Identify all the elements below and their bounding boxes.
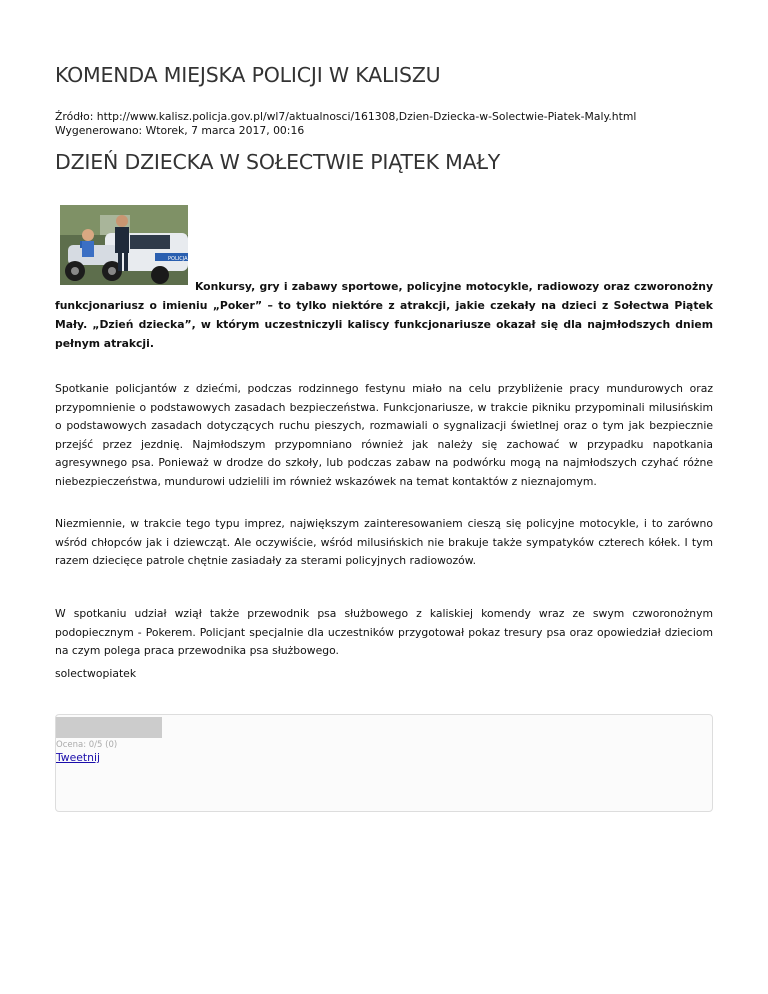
lead-text: Konkursy, gry i zabawy sportowe, policyjne motocykle, radiowozy oraz czworonożny funkcjonariusz o imieniu „Poker” – to tylko niektóre z atrakcji, jakie czekały na dzieci z Sołectwa Piątek Mały. „Dzień dziecka”, w którym uczestniczyli kaliscy funkcjonariusze okazał się dla najmłodszych dniem pełnym atrakcji. (55, 280, 713, 350)
article-lead (55, 277, 713, 353)
article-paragraph-1: Spotkanie policjantów z dziećmi, podczas rodzinnego festynu miało na celu przybliżenie pracy mundurowych oraz przypomnienie o podstawowych zasadach bezpieczeństwa. Funkcjonariusze, w trakcie pikniku przypominali milusińskim o podstawowych zasadach dotyczących ruchu pieszych, rozmawiali o sygnalizacji świetlnej oraz o tym jak bezpiecznie przejść przez jezdnię. Najmłodszym przypomniano również jak należy się zachować w przypadku napotkania agresywnego psa. Ponieważ w drodze do szkoły, lub podczas zabaw na podwórku mogą na najmłodszych czyhać różne niebezpieczeństwa, mundurowi udzielili im również wskazówek na temat kontaktów z nieznajomym. (55, 382, 713, 488)
rating-text: Ocena: 0/5 (0) (56, 740, 118, 750)
source-line: Źródło: http://www.kalisz.policja.gov.pl/wl7/aktualnosci/161308,Dzien-Dziecka-w-Solectwie-Piatek-Maly.html (55, 110, 637, 123)
generated-line: Wygenerowano: Wtorek, 7 marca 2017, 00:16 (55, 124, 305, 137)
article-tag: solectwopiatek (55, 667, 137, 680)
article-paragraph-2: Niezmiennie, w trakcie tego typu imprez, największym zainteresowaniem cieszą się policyjne motocykle, i to zarówno wśród chłopców jak i dziewcząt. Ale oczywiście, wśród milusińskich nie brakuje także sympatyków czterech kółek. I tym razem dziecięce patrole chętnie zasiadały za sterami policyjnych radiowozów. (55, 517, 713, 567)
article-paragraph-3: W spotkaniu udział wziął także przewodnik psa służbowego z kaliskiej komendy wraz ze swym czworonożnym podopiecznym - Pokerem. Policjant specjalnie dla uczestników przygotował pokaz tresury psa oraz opowiedział dzieciom na czym polega praca przewodnika psa służbowego. (55, 607, 713, 657)
article-title: DZIEŃ DZIECKA W SOŁECTWIE PIĄTEK MAŁY (55, 150, 501, 174)
svg-text:POLICJA: POLICJA (168, 256, 188, 262)
site-title: KOMENDA MIEJSKA POLICJI W KALISZU (55, 63, 441, 87)
rating-stars[interactable] (56, 717, 162, 738)
article-photo (60, 205, 188, 285)
tweet-link[interactable]: Tweetnij (56, 751, 100, 764)
share-box (55, 714, 713, 812)
document-meta (55, 110, 636, 138)
